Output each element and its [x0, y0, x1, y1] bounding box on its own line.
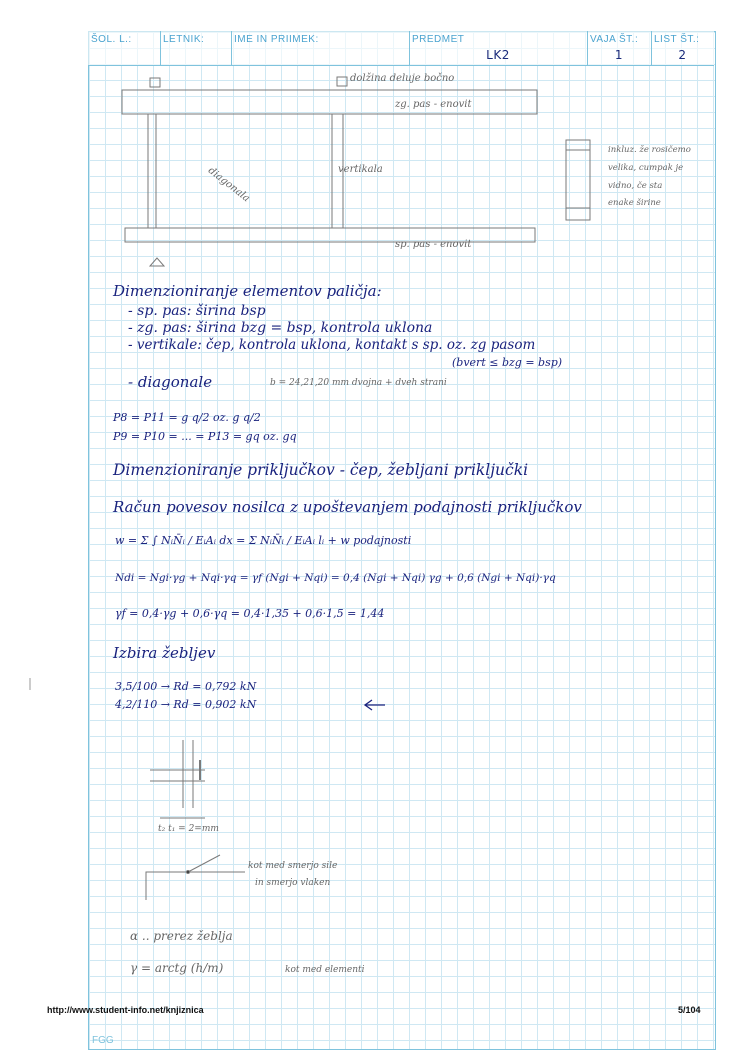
- subject-label: PREDMET: [412, 34, 465, 45]
- school-label: ŠOL. L.:: [91, 34, 132, 45]
- vertical-label: vertikala: [338, 164, 383, 175]
- exercise-value: 1: [614, 48, 624, 62]
- dimensioning-title: Dimenzioniranje elementov paličja:: [113, 282, 382, 300]
- sheet-label: LIST ŠT.:: [654, 34, 700, 45]
- deflection-formula-3: γf = 0,4·γg + 0,6·γq = 0,4·1,35 + 0,6·1,5 = 1,44: [115, 607, 385, 620]
- footer-page-number: 5/104: [678, 1005, 701, 1015]
- dim-line-3: - vertikale: čep, kontrola uklona, kontakt s sp. oz. zg pasom: [128, 337, 536, 353]
- side-note-1: inkluz. že rosičemo: [608, 145, 691, 155]
- dim-line-2: - zg. pas: širina bzg = bsp, kontrola uklona: [128, 320, 433, 336]
- gamma-note: kot med elementi: [285, 965, 365, 975]
- joints-title: Dimenzioniranje priključkov - čep, žebljani priključki: [113, 461, 529, 479]
- top-support-left: [150, 78, 160, 87]
- dim-line-1: - sp. pas: širina bsp: [128, 303, 266, 319]
- angle-sketch: [146, 872, 245, 900]
- note-top: dolžina deluje bočno: [350, 73, 455, 84]
- nails-title: Izbira žebljev: [113, 644, 216, 662]
- fgg-stamp: FGG: [92, 1035, 114, 1046]
- deflection-title: Račun povesov nosilca z upoštevanjem podajnosti priključkov: [113, 498, 582, 516]
- name-label: IME IN PRIIMEK:: [234, 34, 319, 45]
- bottom-chord-shape: [125, 228, 535, 242]
- top-support-right: [337, 77, 347, 86]
- exercise-label: VAJA ŠT.:: [590, 34, 639, 45]
- angle-note-1: kot med smerjo sile: [248, 861, 338, 871]
- dim-line-4-note: b = 24,21,20 mm dvojna + dveh strani: [270, 378, 447, 388]
- side-note-2: velika, cumpak je: [608, 163, 684, 173]
- side-note-4: enake širine: [608, 198, 661, 208]
- top-chord-label: zg. pas - enovit: [395, 99, 472, 110]
- subject-value: LK2: [486, 48, 510, 62]
- gamma-formula: γ = arctg (h/m): [130, 961, 224, 975]
- nail-row-1: 3,5/100 → Rd = 0,792 kN: [115, 680, 257, 693]
- load-p9: P9 = P10 = ... = P13 = gq oz. gq: [113, 430, 297, 443]
- nail-dim: t₂ t₁ = 2=mm: [158, 824, 219, 834]
- load-p8: P8 = P11 = g q/2 oz. g q/2: [113, 411, 261, 424]
- nail-row-2: 4,2/110 → Rd = 0,902 kN: [115, 698, 257, 711]
- alpha-note: α .. prerez žeblja: [130, 929, 233, 943]
- side-note-3: vidno, če sta: [608, 181, 663, 191]
- support-triangle: [150, 258, 164, 266]
- year-label: LETNIK:: [163, 34, 205, 45]
- dim-line-3b: (bvert ≤ bzg = bsp): [452, 356, 563, 369]
- sheet-value: 2: [678, 48, 687, 62]
- dim-line-4: - diagonale: [128, 373, 213, 391]
- deflection-formula-2: Ndi = Ngi·γg + Nqi·γq = γf (Ngi + Nqi) = 0,4 (Ngi + Nqi) γg + 0,6 (Ngi + Nqi)·γq: [115, 572, 556, 584]
- angle-note-2: in smerjo vlaken: [255, 878, 331, 888]
- top-chord-shape: [122, 90, 537, 114]
- bottom-chord-label: sp. pas - enovit: [395, 239, 472, 250]
- diagonal-label: diagonala: [205, 165, 252, 205]
- deflection-formula-1: w = Σ ∫ NᵢN̄ᵢ / EᵢAᵢ dx = Σ NᵢN̄ᵢ / EᵢAᵢ lᵢ + w podajnosti: [115, 534, 412, 547]
- footer-url[interactable]: http://www.student-info.net/knjiznica: [47, 1005, 204, 1015]
